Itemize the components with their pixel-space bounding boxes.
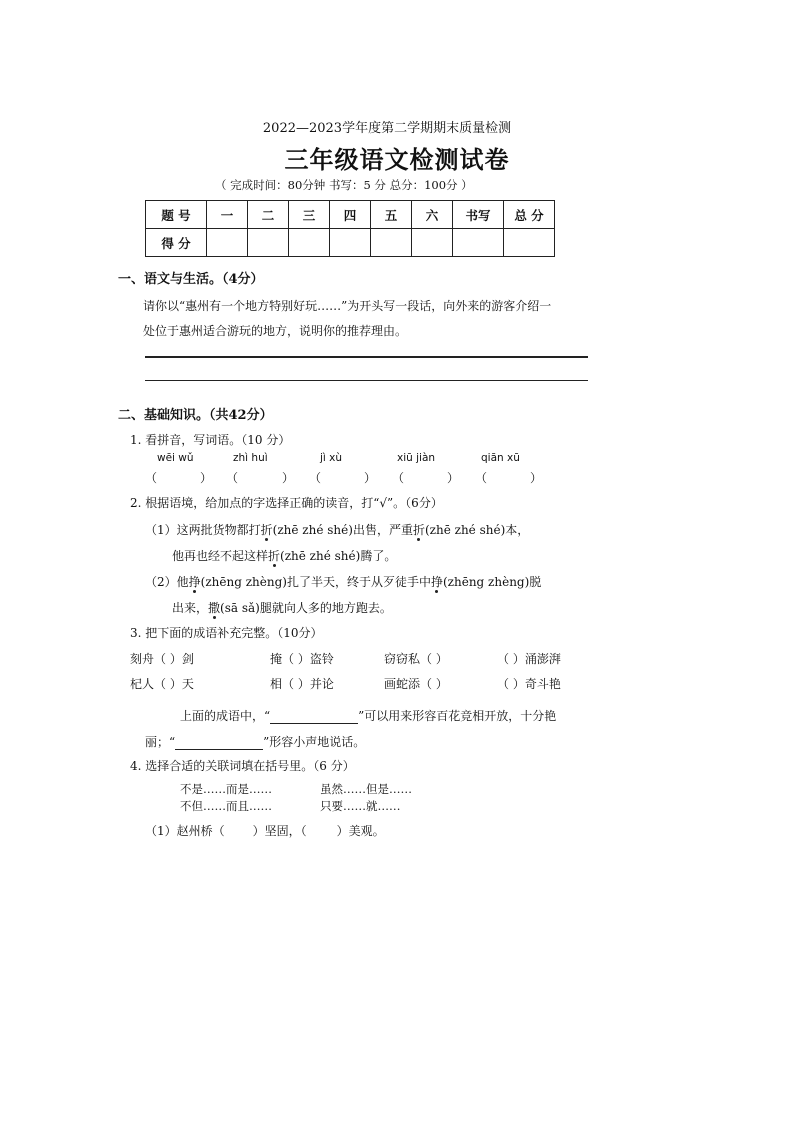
answer-bracket-open: （ xyxy=(226,471,239,485)
exam-title: 三年级语文检测试卷 xyxy=(284,146,510,174)
header-cell: 总 分 xyxy=(504,201,555,229)
conjunction-option: 不是……而是…… xyxy=(180,782,272,796)
idiom-item: 相（ ）并论 xyxy=(270,677,334,691)
header-cell: 六 xyxy=(412,201,453,229)
q3-fill-line2: 丽；“ ”形容小声地说话。 xyxy=(145,735,366,749)
idiom-item: 杞人（ ）天 xyxy=(130,677,194,691)
score-cell[interactable] xyxy=(412,229,453,257)
idiom-item: 窃窃私（ ） xyxy=(384,652,448,666)
q2-sentence1-line2: 他再也经不起这样折(zhē zhé shé)腾了。 xyxy=(172,549,397,563)
q2-sentence2-line2: 出来，撒(sā sǎ)腿就向人多的地方跑去。 xyxy=(172,601,392,615)
idiom-item: （ ）涌澎湃 xyxy=(497,652,561,666)
header-label-cell: 题 号 xyxy=(146,201,207,229)
idiom-item: 掩（ ）盗铃 xyxy=(270,652,334,666)
dotted-char: 撒 xyxy=(208,601,221,615)
fill-blank[interactable] xyxy=(175,737,263,750)
q2-sentence1-line1: （1）这两批货物都打折(zhē zhé shé)出售，严重折(zhē zhé shé)本， xyxy=(145,523,530,537)
section1-heading: 一、语文与生活。（4分） xyxy=(118,272,264,287)
score-table xyxy=(145,200,555,257)
dotted-char: 折 xyxy=(260,523,273,537)
exam-period-heading: 2022—2023学年度第二学期期末质量检测 xyxy=(262,121,512,136)
header-cell: 一 xyxy=(207,201,248,229)
score-label-cell: 得 分 xyxy=(146,229,207,257)
q2-sentence2-line1: （2）他挣(zhēng zhèng)扎了半天，终于从歹徒手中挣(zhēng zhèng)脱 xyxy=(145,575,542,589)
q2-title: 2. 根据语境，给加点的字选择正确的读音，打“√”。（6分） xyxy=(130,496,443,510)
fill-blank[interactable] xyxy=(270,711,358,724)
section1-prompt-line2: 处位于惠州适合游玩的地方，说明你的推荐理由。 xyxy=(143,324,408,338)
score-cell[interactable] xyxy=(289,229,330,257)
header-cell: 书写 xyxy=(453,201,504,229)
score-cell[interactable] xyxy=(504,229,555,257)
q4-title: 4. 选择合适的关联词填在括号里。（6 分） xyxy=(130,759,355,773)
answer-bracket-open: （ xyxy=(309,471,322,485)
pinyin-4: xiū jiàn xyxy=(397,452,436,464)
answer-bracket-open: （ xyxy=(392,471,405,485)
pinyin-3: jì xù xyxy=(320,452,343,464)
answer-bracket-close: ） xyxy=(282,471,295,485)
score-cell[interactable] xyxy=(248,229,289,257)
answer-line[interactable] xyxy=(145,356,588,358)
conjunction-option: 不但……而且…… xyxy=(180,799,272,813)
answer-bracket-open: （ xyxy=(145,471,158,485)
header-cell: 五 xyxy=(371,201,412,229)
exam-info: （ 完成时间：80分钟 书写：5 分 总分：100分 ） xyxy=(215,178,473,192)
answer-bracket-close: ） xyxy=(447,471,460,485)
q4-sentence1: （1）赵州桥（ ）坚固，（ ）美观。 xyxy=(145,824,385,838)
header-cell: 三 xyxy=(289,201,330,229)
dotted-char: 挣 xyxy=(430,575,443,589)
score-table-header-row xyxy=(146,201,555,229)
answer-line[interactable] xyxy=(145,380,588,381)
answer-bracket-close: ） xyxy=(364,471,377,485)
q3-title: 3. 把下面的成语补充完整。（10分） xyxy=(130,626,323,640)
score-cell[interactable] xyxy=(207,229,248,257)
answer-bracket-close: ） xyxy=(530,471,543,485)
score-cell[interactable] xyxy=(330,229,371,257)
idiom-item: 刻舟（ ）剑 xyxy=(130,652,194,666)
q1-title: 1. 看拼音，写词语。（10 分） xyxy=(130,433,291,447)
idiom-item: 画蛇添（ ） xyxy=(384,677,448,691)
score-table-score-row xyxy=(146,229,555,257)
header-cell: 四 xyxy=(330,201,371,229)
pinyin-5: qiān xū xyxy=(481,452,520,464)
pinyin-2: zhì huì xyxy=(233,452,268,464)
section2-heading: 二、基础知识。（共42分） xyxy=(118,408,273,423)
q3-fill-line1: 上面的成语中，“ ”可以用来形容百花竞相开放，十分艳 xyxy=(180,709,557,723)
conjunction-option: 只要……就…… xyxy=(320,799,401,813)
score-cell[interactable] xyxy=(453,229,504,257)
answer-bracket-open: （ xyxy=(475,471,488,485)
answer-bracket-close: ） xyxy=(200,471,213,485)
dotted-char: 折 xyxy=(268,549,281,563)
dotted-char: 挣 xyxy=(188,575,201,589)
dotted-char: 折 xyxy=(412,523,425,537)
section1-prompt-line1: 请你以“惠州有一个地方特别好玩……”为开头写一段话，向外来的游客介绍一 xyxy=(143,299,552,313)
idiom-item: （ ）奇斗艳 xyxy=(497,677,561,691)
score-cell[interactable] xyxy=(371,229,412,257)
pinyin-1: wēi wǔ xyxy=(157,452,194,464)
conjunction-option: 虽然……但是…… xyxy=(320,782,412,796)
header-cell: 二 xyxy=(248,201,289,229)
